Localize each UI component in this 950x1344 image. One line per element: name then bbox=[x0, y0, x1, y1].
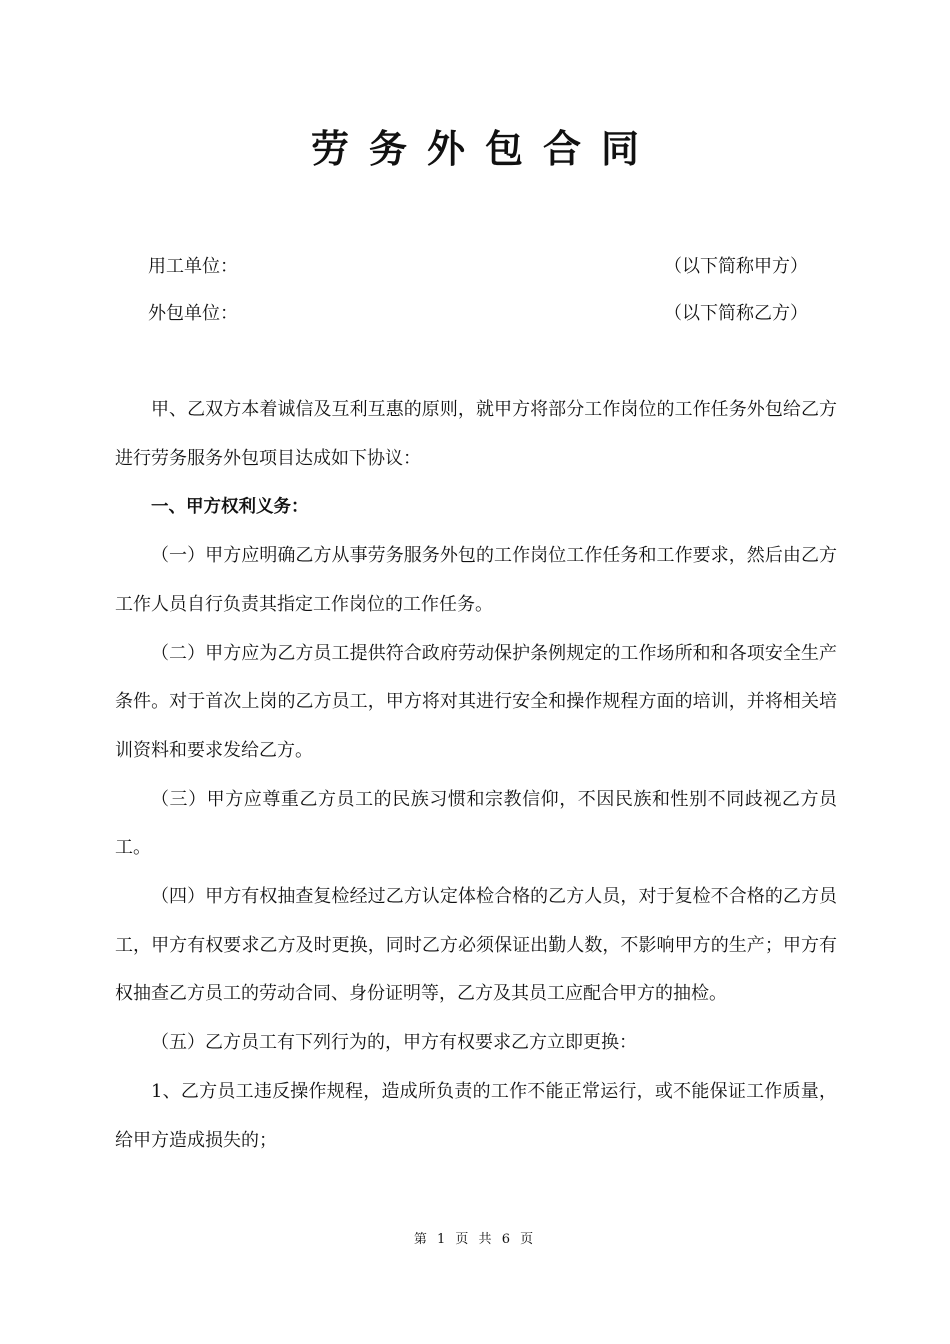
party-label: 外包单位： bbox=[148, 303, 238, 324]
paragraph-intro: 甲、乙双方本着诚信及互利互惠的原则，就甲方将部分工作岗位的工作任务外包给乙方进行劳务服务外包项目达成如下协议： bbox=[115, 399, 837, 469]
paragraph-clause: （五）乙方员工有下列行为的，甲方有权要求乙方立即更换： bbox=[151, 1032, 637, 1054]
page-number: 第 1 页 共 6 页 bbox=[413, 1232, 537, 1247]
party-note: （以下简称甲方） bbox=[664, 256, 808, 277]
paragraph-clause: （四）甲方有权抽查复检经过乙方认定体检合格的乙方人员，对于复检不合格的乙方员工，甲方有权要求乙方及时更换，同时乙方必须保证出勤人数，不影响甲方的生产；甲方有权抽查乙方员工的劳动合同、身份证明等，乙方及其员工应配合甲方的抽检。 bbox=[115, 886, 837, 1005]
party-label: 用工单位： bbox=[148, 256, 238, 277]
party-note: （以下简称乙方） bbox=[664, 303, 808, 324]
paragraph-clause: （三）甲方应尊重乙方员工的民族习惯和宗教信仰，不因民族和性别不同歧视乙方员工。 bbox=[115, 788, 837, 859]
paragraph-clause: 1、乙方员工违反操作规程，造成所负责的工作不能正常运行，或不能保证工作质量，给甲方造成损失的； bbox=[115, 1080, 837, 1151]
document-title: 劳务外包合同 bbox=[310, 127, 659, 171]
paragraph-clause: （二）甲方应为乙方员工提供符合政府劳动保护条例规定的工作场所和和各项安全生产条件。对于首次上岗的乙方员工，甲方将对其进行安全和操作规程方面的培训，并将相关培训资料和要求发给乙方。 bbox=[115, 642, 837, 761]
party-contractor bbox=[148, 299, 808, 329]
contract-body bbox=[115, 386, 837, 1165]
paragraph-clause: （一）甲方应明确乙方从事劳务服务外包的工作岗位工作任务和工作要求，然后由乙方工作人员自行负责其指定工作岗位的工作任务。 bbox=[115, 545, 837, 615]
party-employer bbox=[148, 252, 808, 282]
section-heading: 一、甲方权利义务： bbox=[151, 497, 309, 518]
